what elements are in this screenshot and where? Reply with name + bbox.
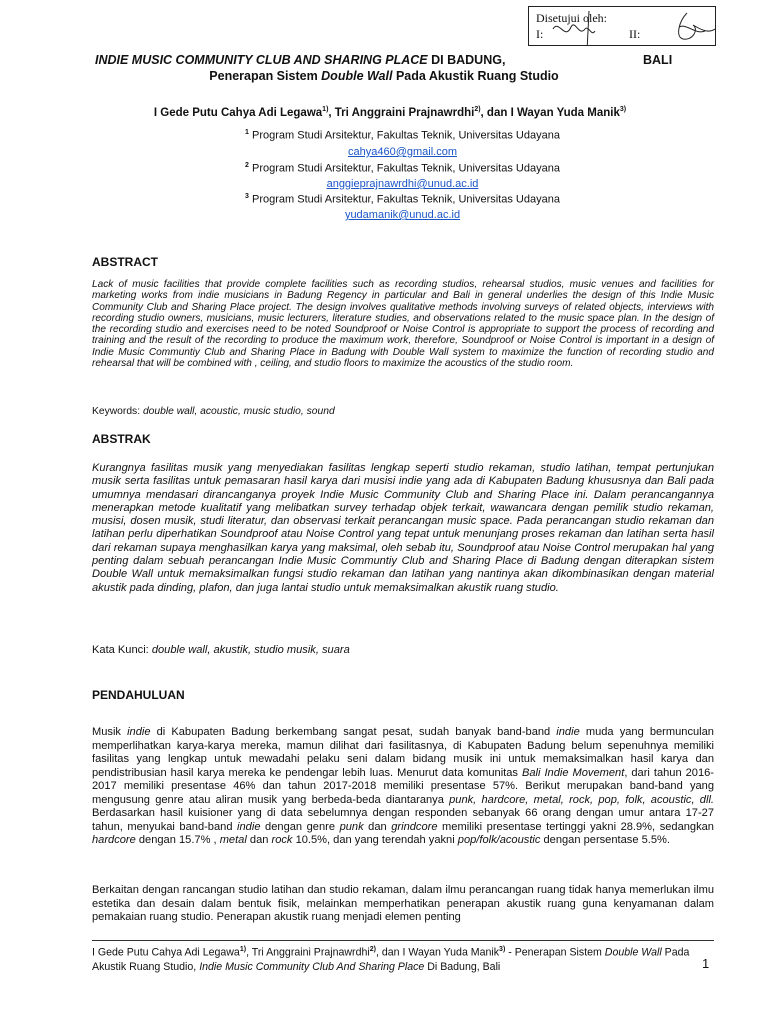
p1-s3: muda yang bermunculan memperlihatkan karya-karya mereka, mamun dilihat dari fasilitasnya, di Kabupaten Badung belum sepenuhnya memiliki fasilitas yang lengkap untuk mewadahi pelaku seni dalam bidang musik ini untuk memaksimalkan hasil karya dan pendistribusian hasil karya mereka ke pendengar lebih luas. Menurut data komunitas (92, 726, 714, 779)
footer-a3: , dan I Wayan Yuda Manik (375, 946, 500, 959)
p1-i1: indie (127, 726, 151, 738)
title2-a: Penerapan Sistem (209, 69, 322, 83)
p1-s5: Berdasarkan hasil kuisioner yang di data sebelumnya dengan responden sebanyak 66 orang dengan umur antara 17-27 tahun, menyukai band-band (92, 807, 714, 833)
aff-2-sup: 2 (245, 162, 249, 169)
title2-italic: Double Wall (321, 69, 393, 83)
footer-s3: 3) (499, 946, 506, 953)
p1-i11: pop/folk/acoustic (457, 834, 541, 846)
footer-a2: , Tri Anggraini Prajnawrdhi (246, 946, 370, 959)
footer-t1i: Double Wall (604, 946, 662, 959)
email-1[interactable]: cahya460@gmail.com (348, 146, 457, 158)
footer-s1: 1) (239, 946, 247, 953)
author-1: I Gede Putu Cahya Adi Legawa (153, 106, 323, 119)
author-list (0, 106, 768, 119)
title-rest: DI BADUNG, (427, 53, 506, 67)
keywords-id (92, 644, 350, 656)
p1-i7: grindcore (391, 820, 438, 833)
page-footer (92, 943, 692, 975)
p1-s4: , dari tahun 2016-2017 memiliki presentase 46% dan tahun 2017-2018 memiliki presentase 57%. Berikut merupakan band-band yang mengusung genre atau aliran musik yang berbeda-beda diantaranya (92, 766, 715, 806)
footer-t2: Pada Akustik Ruang Studio, (92, 946, 690, 974)
p1-i8: hardcore (92, 834, 136, 846)
p1-s8: memiliki presentase tertinggi yakni 28.9%, sedangkan (437, 820, 714, 833)
p1-i9: metal (219, 834, 247, 846)
affiliation-2 (0, 162, 768, 175)
aff-1-text: Program Studi Arsitektur, Fakultas Teknik, Universitas Udayana (248, 129, 560, 142)
intro-heading: PENDAHULUAN (92, 688, 185, 702)
footer-t1: - Penerapan Sistem (505, 946, 605, 959)
approval-ii-label: II: (629, 27, 641, 41)
intro-paragraph-1 (92, 726, 714, 848)
footer-t2i: Indie Music Community Club And Sharing Place (199, 961, 425, 974)
p1-s6: dengan genre (260, 820, 340, 833)
p1-s2: di Kabupaten Badung berkembang sangat pesat, sudah banyak band-band (150, 726, 557, 738)
p1-i10: rock (271, 834, 293, 846)
p1-i4: punk, hardcore, metal, rock, pop, folk, acoustic, dll. (449, 793, 714, 806)
email-2[interactable]: anggieprajnawrdhi@unud.ac.id (326, 178, 479, 190)
p1-i5: indie (237, 820, 261, 833)
footer-rule (92, 940, 714, 941)
signature-marks (529, 7, 715, 45)
aff-3-sup: 3 (245, 193, 249, 200)
author-2-sup: 2) (474, 106, 481, 113)
affiliation-1 (0, 129, 768, 142)
p1-i3: Bali Indie Movement (521, 766, 625, 779)
email-3[interactable]: yudamanik@unud.ac.id (344, 209, 461, 221)
author-1-sup: 1) (322, 106, 329, 113)
p1-s12: dengan persentase 5.5%. (540, 834, 670, 846)
title-italic: INDIE MUSIC COMMUNITY CLUB AND SHARING PLACE (95, 53, 428, 67)
abstrak-heading: ABSTRAK (92, 432, 151, 446)
p1-s7: dan (363, 820, 392, 833)
author-2: , Tri Anggraini Prajnawrdhi (328, 106, 475, 119)
keywords-en (92, 406, 335, 417)
affiliation-3 (0, 193, 768, 206)
approval-i-label: I: (536, 27, 544, 41)
paper-title-line2 (0, 69, 768, 83)
p1-s11: 10.5%, dan yang terendah yakni (292, 834, 458, 846)
footer-s2: 2) (369, 946, 376, 953)
aff-3-text: Program Studi Arsitektur, Fakultas Teknik, Universitas Udayana (248, 193, 560, 206)
title-end: BALI (643, 53, 673, 67)
author-3: , dan I Wayan Yuda Manik (480, 106, 620, 119)
aff-2-text: Program Studi Arsitektur, Fakultas Teknik, Universitas Udayana (248, 162, 560, 175)
page-number: 1 (702, 956, 710, 971)
abstract-text: Lack of music facilities that provide complete facilities such as recording studios, rehearsal studios, music venues and facilities for marketing works from indie musicians in Badung Regency in particular and Bali in general underlies the design of this Indie Music Community Club and Sharing Place project. The design involves qualitative methods involving surveys of related objects, interviews with recording studio owners, musicians, music lecturers, literature studies, and observations related to the music space plan. In the design of the recording studio and exercises need to be noted Soundproof or Noise Control is appropriate to support the process of recording and training and the result of the recording to produce the maximum work, therefore, Soundproof or Noise Control is important in a design of Indie Music Communtiy Club and Sharing Place in Badung with Double Wall system to maximize the function of recording studio and rehearsal that will be combined with , ceiling, and studio floors to maximize the acoustics of the studio room. (92, 279, 714, 370)
title2-b: Pada Akustik Ruang Studio (392, 69, 559, 83)
keywords-en-values: double wall, acoustic, music studio, sound (142, 406, 335, 417)
aff-1-sup: 1 (245, 129, 249, 136)
intro-paragraph-2: Berkaitan dengan rancangan studio latihan dan studio rekaman, dalam ilmu perancangan ruang tidak hanya memerlukan ilmu estetika dan desain dalam bentuk fisik, melainkan memperhatikan penerapan akustik ruang guna kenyamanan dalam pemakaian ruang studio. Penerapan akustik ruang menjadi elemen penting (92, 884, 714, 923)
approval-box (528, 6, 716, 46)
footer-t3: Di Badung, Bali (424, 961, 501, 974)
p1-s10: dan (246, 834, 272, 846)
paper-title-line1 (95, 53, 673, 67)
keywords-id-label: Kata Kunci: (92, 644, 152, 656)
approval-label: Disetujui oleh: (536, 11, 607, 25)
footer-a1: I Gede Putu Cahya Adi Legawa (92, 946, 240, 959)
p1-s1: Musik (92, 726, 128, 738)
abstrak-text: Kurangnya fasilitas musik yang menyediakan fasilitas lengkap seperti studio rekaman, studio latihan, tempat pertunjukan musik serta fasilitas untuk pemasaran hasil karya dari musisi indie yang ada di Kabupaten Badung khususnya dan Bali pada umumnya mendasari dirancanganya proyek Indie Music Community Club and Sharing Place ini. Dalam perancangannya menerapkan metode kualitatif yang melibatkan survey terhadap objek terkait, wawancara dengan pemilik studio rekaman, musisi, dosen musik, studi literatur, dan observasi terkait perancangan music space. Pada perancangan studio rekaman dan latihan perlu diperhatikan Soundproof atau Noise Control yang tepat untuk menunjang proses rekaman dan latihan serta hasil dari rekaman supaya menghasilkan karya yang maksimal, oleh sebab itu, Soundproof atau Noise Control merupakan hal yang penting dalam sebuah perancangan Indie Music Communtiy Club and Sharing Place di Badung dengan diterapkan sistem Double Wall untuk memaksimalkan fungsi studio rekaman dan latihan yang nantinya akan dikombinasikan dengan material akustik pada dinding, plafon, dan juga lantai studio untuk memaksimalkan akustik ruang studio. (92, 462, 714, 594)
p1-i6: punk (339, 820, 364, 833)
keywords-en-label: Keywords: (92, 406, 143, 417)
keywords-id-values: double wall, akustik, studio musik, suara (151, 644, 350, 656)
p1-s9: dengan 15.7% , (135, 834, 220, 846)
author-3-sup: 3) (619, 106, 627, 113)
p1-i2: indie (556, 726, 580, 738)
abstract-heading: ABSTRACT (92, 255, 158, 269)
